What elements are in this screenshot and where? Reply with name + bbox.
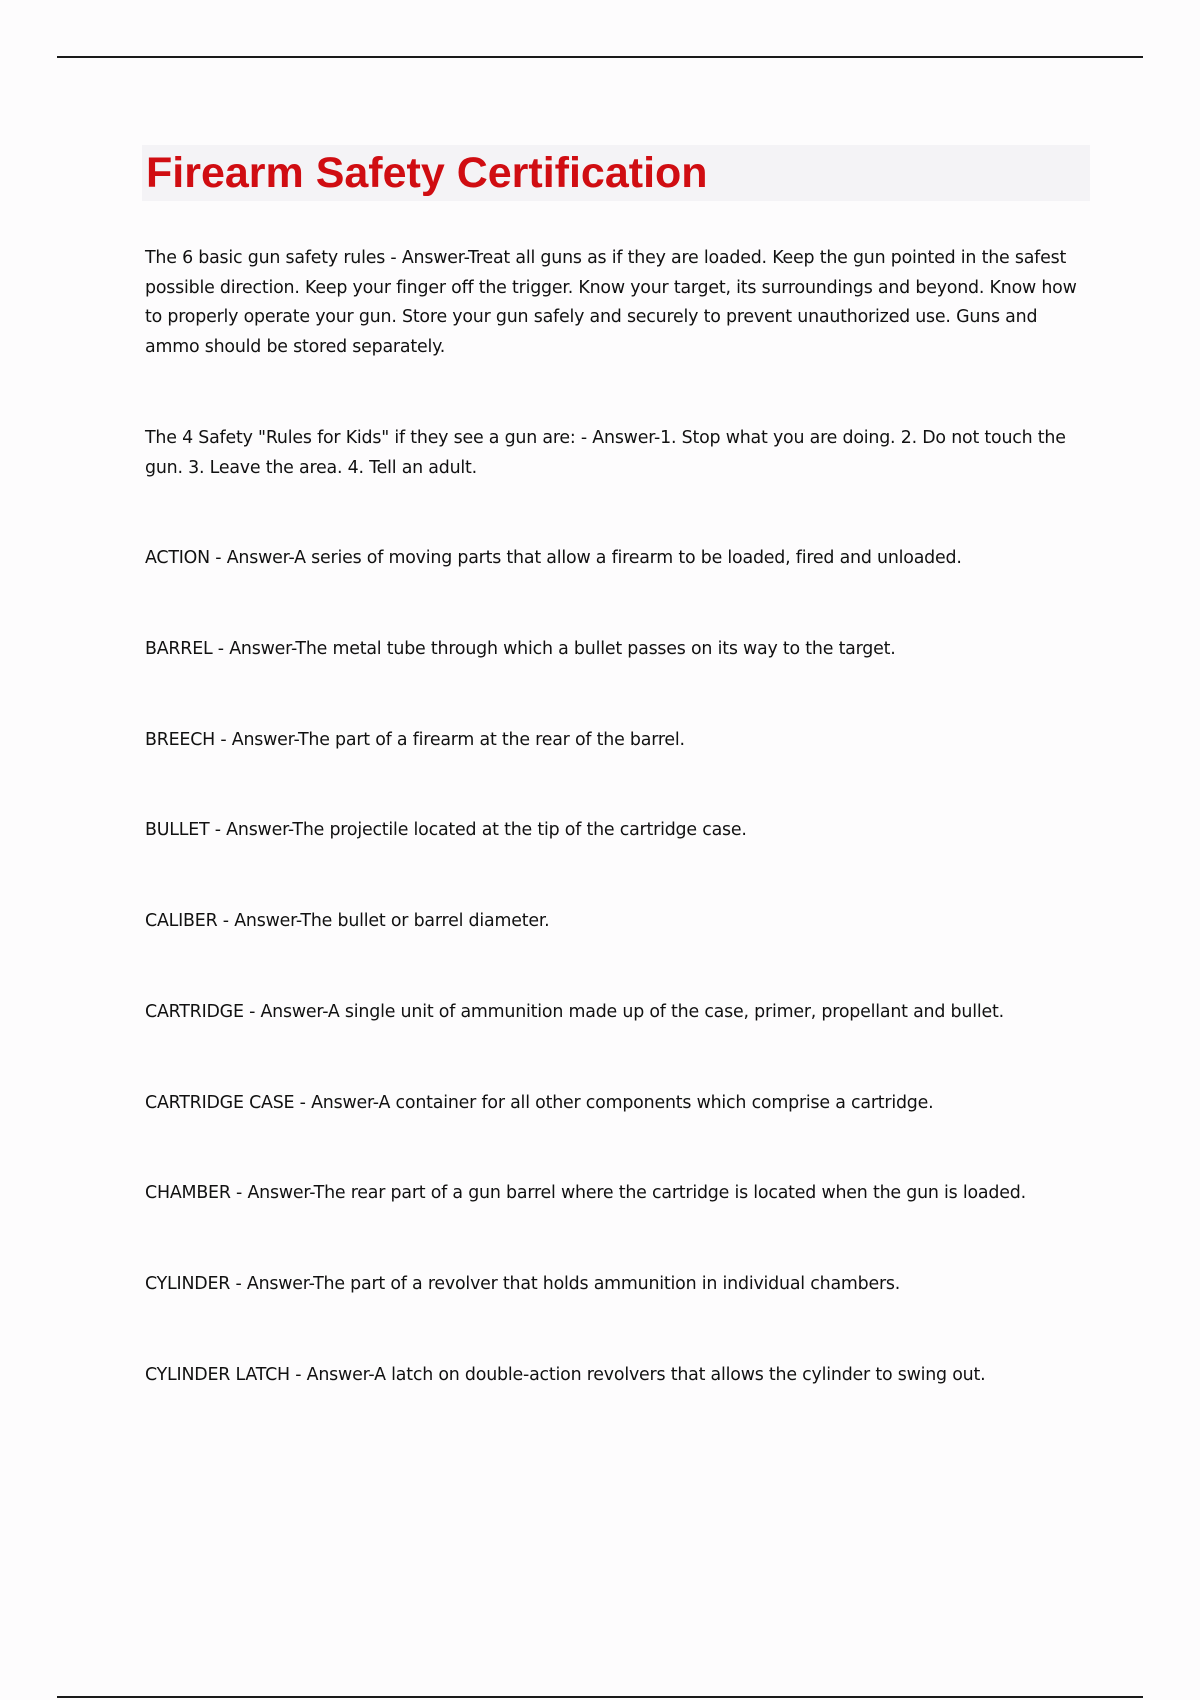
entry-breech: BREECH - Answer-The part of a firearm at the rear of the barrel.: [145, 730, 685, 750]
entry-bullet: BULLET - Answer-The projectile located at the tip of the cartridge case.: [145, 820, 747, 840]
entry-chamber: CHAMBER - Answer-The rear part of a gun barrel where the cartridge is located when the gun is loaded.: [145, 1183, 1026, 1203]
entry-action: ACTION - Answer-A series of moving parts that allow a firearm to be loaded, fired and unloaded.: [145, 548, 962, 568]
entry-cartridge: CARTRIDGE - Answer-A single unit of ammunition made up of the case, primer, propellant and bullet.: [145, 1002, 1004, 1022]
bottom-rule: [57, 1696, 1143, 1698]
entry-caliber: CALIBER - Answer-The bullet or barrel diameter.: [145, 911, 550, 931]
entry-gun-safety-rules: The 6 basic gun safety rules - Answer-Treat all guns as if they are loaded. Keep the gun pointed in the safest possible direction. Keep your finger off the trigger. Know your target, its surroundings and beyond. Know how to properly operate your gun. Store your gun safely and securely to prevent unauthorized use. Guns and ammo should be stored separately.: [145, 248, 1077, 357]
page-title: Firearm Safety Certification: [146, 149, 708, 197]
entry-cartridge-case: CARTRIDGE CASE - Answer-A container for all other components which comprise a cartridge.: [145, 1093, 934, 1113]
entry-cylinder: CYLINDER - Answer-The part of a revolver that holds ammunition in individual chambers.: [145, 1274, 901, 1294]
entry-rules-for-kids: The 4 Safety "Rules for Kids" if they see a gun are: - Answer-1. Stop what you are doing. 2. Do not touch the gun. 3. Leave the area. 4. Tell an adult.: [145, 428, 1066, 478]
entry-barrel: BARREL - Answer-The metal tube through which a bullet passes on its way to the target.: [145, 639, 896, 659]
top-rule: [57, 56, 1143, 58]
entry-cylinder-latch: CYLINDER LATCH - Answer-A latch on double-action revolvers that allows the cylinder to swing out.: [145, 1365, 986, 1385]
